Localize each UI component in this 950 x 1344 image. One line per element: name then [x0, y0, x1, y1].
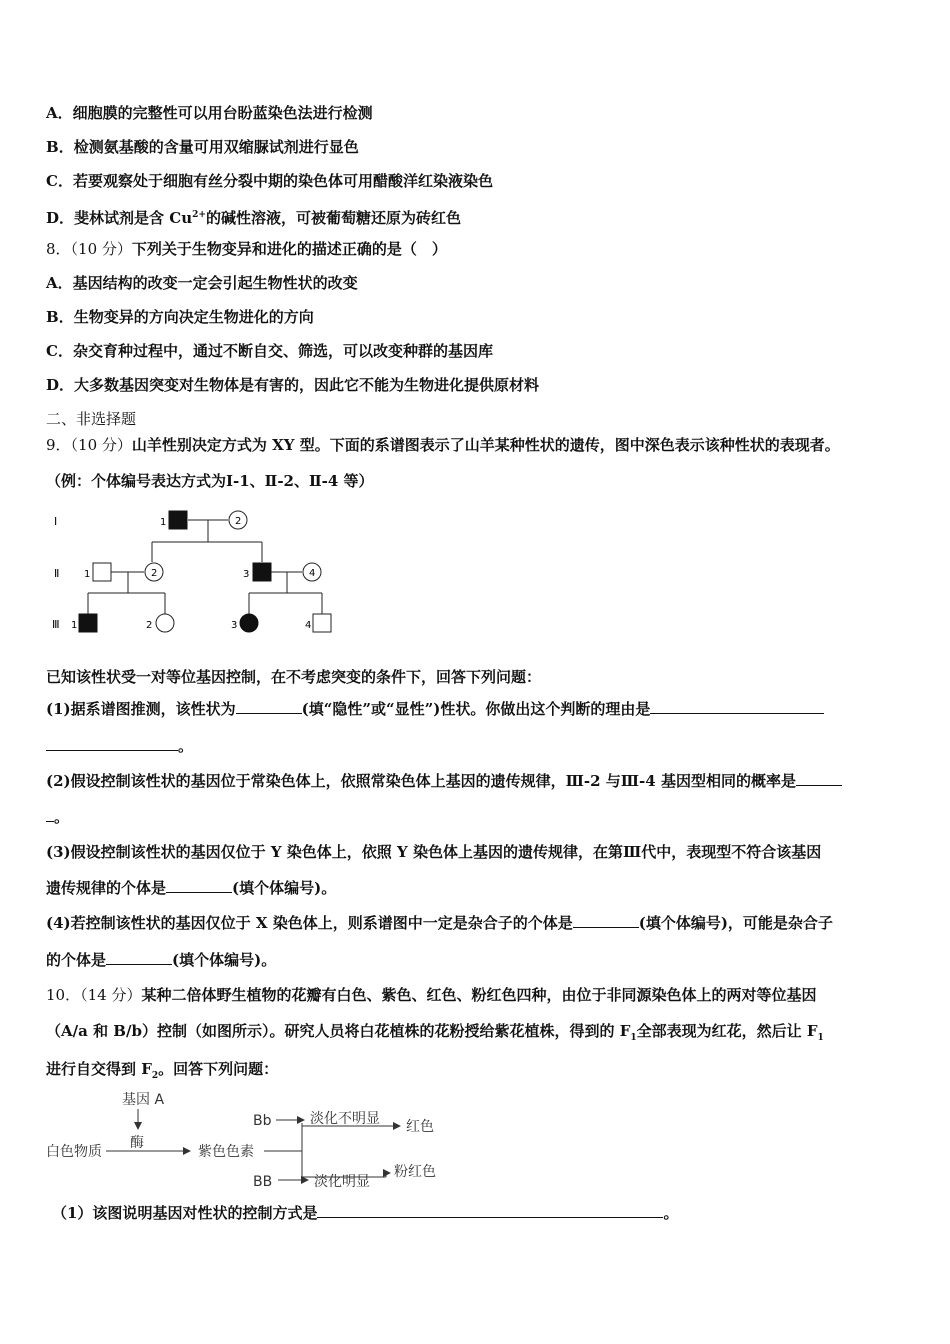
q9-part2: (2)假设控制该性状的基因位于常染色体上，依照常染色体上基因的遗传规律，Ⅲ-2 与Ⅲ-4 基因型相同的概率是 [46, 771, 842, 791]
gen-label-3: Ⅲ [52, 618, 60, 631]
purple-pigment-label: 紫色色素 [198, 1144, 254, 1160]
individual-III-3 [240, 614, 258, 632]
faint-weak-label: 淡化不明显 [310, 1111, 380, 1127]
q9-part1: (1)据系谱图推测，该性状为 (填“隐性”或“显性”)性状。你做出这个判断的理由是 [46, 699, 824, 719]
q10-part1: （1）该图说明基因对性状的控制方式是 。 [52, 1204, 679, 1222]
individual-III-4 [313, 614, 331, 632]
q10-stem-line3: 进行自交得到 $F_2$。回答下列问题： [46, 1060, 279, 1081]
gene-a-label: 基因 A [122, 1092, 165, 1108]
label-I-2: 2 [235, 516, 242, 527]
bb-homo-label: BB [253, 1174, 273, 1190]
individual-I-1 [169, 511, 187, 529]
q8-option-c: C．杂交育种过程中，通过不断自交、筛选，可以改变种群的基因库 [46, 342, 493, 360]
individual-II-3 [253, 563, 271, 581]
q7-option-c: C．若要观察处于细胞有丝分裂中期的染色体可用醋酸洋红染液染色 [46, 172, 493, 190]
label-III-3: 3 [231, 620, 238, 631]
q9-intro: 已知该性状受一对等位基因控制，在不考虑突变的条件下，回答下列问题： [46, 668, 542, 686]
gen-label-2: Ⅱ [54, 567, 60, 580]
individual-III-1 [79, 614, 97, 632]
label-II-3: 3 [243, 569, 250, 580]
label-II-1: 1 [84, 569, 91, 580]
q7-option-a: A．细胞膜的完整性可以用台盼蓝染色法进行检测 [46, 104, 373, 122]
pink-label: 粉红色 [394, 1164, 436, 1180]
q10-stem-line2: （A/a 和 B/b）控制（如图所示）。研究人员将白花植株的花粉授给紫花植株，得到的 $F_1$全部表现为红花，然后让 $F_1$ [46, 1022, 824, 1043]
bb-hetero-label: Bb [253, 1113, 272, 1129]
label-II-2: 2 [151, 568, 158, 579]
q10-stem: 10．（14 分）某种二倍体野生植物的花瓣有白色、紫色、红色、粉红色四种，由位于非同源染色体上的两对等位基因 [46, 986, 817, 1004]
label-III-1: 1 [71, 620, 78, 631]
white-substance-label: 白色物质 [46, 1144, 102, 1160]
red-label: 红色 [406, 1119, 434, 1135]
label-III-4: 4 [305, 620, 312, 631]
section-title: 二、非选择题 [46, 410, 137, 428]
pigment-pathway-diagram [40, 1085, 460, 1195]
q7-option-b: B．检测氨基酸的含量可用双缩脲试剂进行显色 [46, 138, 359, 156]
q9-part2-cont: 。 [46, 807, 69, 827]
q9-stem: 9．（10 分）山羊性别决定方式为 XY 型。下面的系谱图表示了山羊某种性状的遗传，图中深色表示该种性状的表现者。 [46, 436, 840, 454]
q8-option-a: A．基因结构的改变一定会引起生物性状的改变 [46, 274, 358, 292]
faint-strong-label: 淡化明显 [314, 1174, 370, 1190]
q9-part4-cont: 的个体是 (填个体编号)。 [46, 951, 277, 969]
q9-part3-cont: 遗传规律的个体是 (填个体编号)。 [46, 879, 337, 897]
q8-stem: 8．（10 分）下列关于生物变异和进化的描述正确的是（ ） [46, 240, 447, 258]
gen-label-1: Ⅰ [54, 515, 58, 528]
q9-part1-cont: 。 [46, 736, 193, 756]
q8-option-d: D．大多数基因突变对生物体是有害的，因此它不能为生物进化提供原材料 [46, 376, 540, 394]
pedigree-chart [40, 500, 360, 650]
label-I-1: 1 [160, 517, 167, 528]
label-II-4: 4 [309, 568, 316, 579]
q7-option-d: D．斐林试剂是含 $Cu^{2+}$的碱性溶液，可被葡萄糖还原为砖红色 [46, 209, 461, 227]
individual-II-1 [93, 563, 111, 581]
q9-part4: (4)若控制该性状的基因仅位于 X 染色体上，则系谱图中一定是杂合子的个体是 (填个体编号)，可能是杂合子 [46, 914, 833, 932]
q8-option-b: B．生物变异的方向决定生物进化的方向 [46, 308, 314, 326]
q9-part3: (3)假设控制该性状的基因仅位于 Y 染色体上，依照 Y 染色体上基因的遗传规律，在第Ⅲ代中，表现型不符合该基因 [46, 843, 822, 861]
individual-III-2 [156, 614, 174, 632]
enzyme-label: 酶 [130, 1135, 144, 1151]
q9-example: （例：个体编号表达方式为Ⅰ-1、Ⅱ-2、Ⅱ-4 等） [46, 472, 374, 490]
label-III-2: 2 [146, 620, 153, 631]
